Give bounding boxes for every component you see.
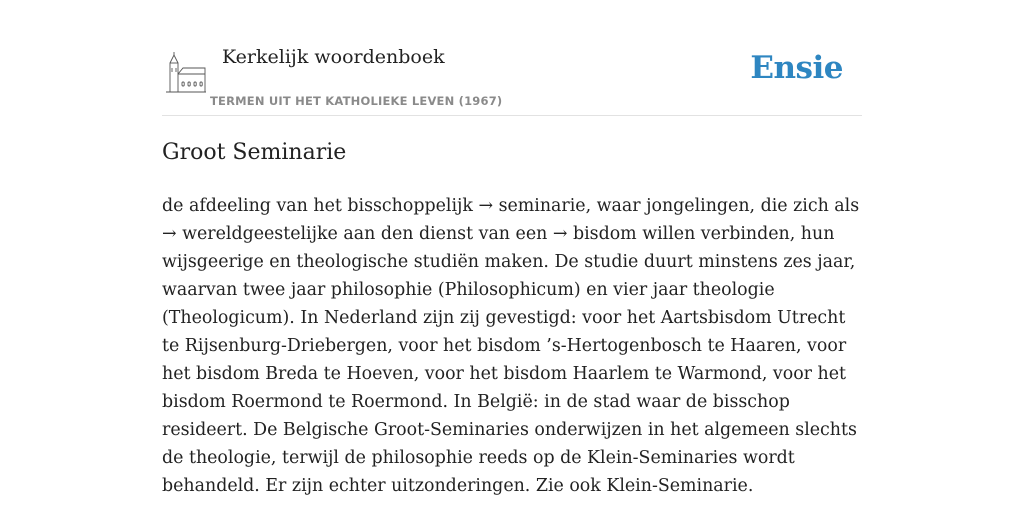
church-icon[interactable] <box>165 50 207 94</box>
body-text: , waar jongelingen, die zich als <box>585 196 860 216</box>
body-text: aan den dienst van een <box>337 224 553 244</box>
entry-body <box>162 192 862 500</box>
xref-link-bisdom[interactable]: → bisdom <box>552 224 637 244</box>
body-text: willen verbinden, hun wijsgeerige en theologische studiën maken. De studie duurt minstens zes jaar, waarvan twee jaar philosophie (Philosophicum) en vier jaar theologie (Theologicum). In Nederland zijn zij gevestigd: voor het Aartsbisdom Utrecht te Rijsenburg-Driebergen, voor het bisdom ’s-Hertogenbosch te Haaren, voor het bisdom Breda te Hoeven, voor het bisdom Haarlem te Warmond, voor het bisdom Roermond te Roermond. In België: in de stad waar de bisschop resideert. De Belgische Groot-Seminaries onderwijzen in het algemeen slechts de theologie, terwijl de philosophie reeds op de Klein-Seminaries wordt behandeld. Er zijn echter uitzonderingen. Zie ook Klein-Seminarie. <box>162 224 857 496</box>
book-title[interactable]: Kerkelijk woordenboek <box>222 46 445 68</box>
body-text: de afdeeling van het bisschoppelijk <box>162 196 479 216</box>
book-subtitle: TERMEN UIT HET KATHOLIEKE LEVEN (1967) <box>210 94 503 108</box>
site-header <box>162 44 862 116</box>
ensie-logo-link[interactable]: Ensie <box>750 50 843 86</box>
xref-link-seminarie[interactable]: → seminarie <box>478 196 586 216</box>
xref-link-wereldgeestelijke[interactable]: → wereldgeestelijke <box>162 224 338 244</box>
entry-title: Groot Seminarie <box>162 140 347 165</box>
